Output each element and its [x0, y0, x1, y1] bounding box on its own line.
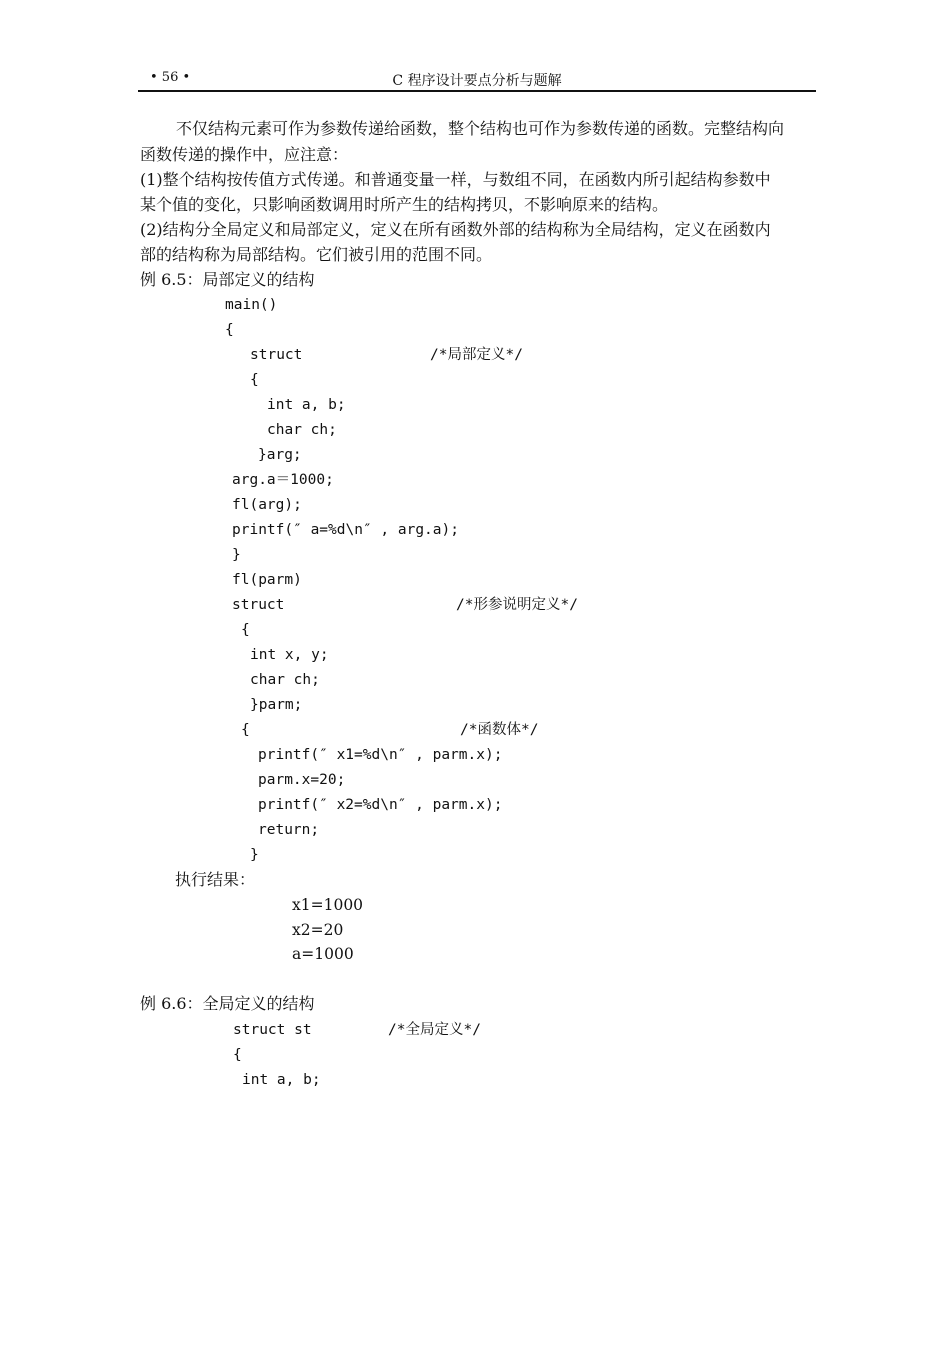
code-line: char ch; — [267, 422, 337, 438]
code-line: { — [241, 622, 250, 638]
code-comment: /*局部定义*/ — [430, 347, 523, 363]
code-line: printf(″ x1=%d\n″ , parm.x); — [258, 747, 503, 763]
example-6-6-title: 例 6.6：全局定义的结构 — [140, 994, 315, 1013]
book-title: C 程序设计要点分析与题解 — [392, 73, 562, 89]
page-header — [138, 68, 816, 92]
code-line: fl(arg); — [232, 497, 302, 513]
code-line: parm.x=20; — [258, 772, 346, 788]
result-line: x1=1000 — [292, 896, 364, 914]
code-line: int a, b; — [267, 397, 346, 413]
code-line: { — [225, 322, 234, 338]
code-line: }parm; — [250, 697, 303, 713]
paragraph-line: 某个值的变化，只影响函数调用时所产生的结构拷贝，不影响原来的结构。 — [140, 195, 669, 214]
paragraph-line: 部的结构称为局部结构。它们被引用的范围不同。 — [140, 245, 493, 264]
example-6-5-title: 例 6.5：局部定义的结构 — [140, 270, 315, 289]
code-comment: /*函数体*/ — [460, 722, 539, 738]
code-line: int x, y; — [250, 647, 329, 663]
code-line: char ch; — [250, 672, 320, 688]
code-line: }arg; — [258, 447, 302, 463]
code-line: { — [250, 372, 259, 388]
code-line: struct st — [233, 1022, 312, 1038]
code-line: struct — [250, 347, 303, 363]
code-line: printf(″ x2=%d\n″ , parm.x); — [258, 797, 503, 813]
code-line: return; — [258, 822, 320, 838]
code-line: printf(″ a=%d\n″ , arg.a); — [232, 522, 459, 538]
result-line: x2=20 — [292, 921, 344, 939]
paragraph-line: (2)结构分全局定义和局部定义，定义在所有函数外部的结构称为全局结构，定义在函数内 — [140, 220, 771, 239]
code-line: { — [241, 722, 250, 738]
code-line: } — [232, 547, 241, 563]
code-line: fl(parm) — [232, 572, 302, 588]
page-number: • 56 • — [150, 70, 191, 85]
result-line: a=1000 — [292, 945, 354, 963]
code-line: { — [233, 1047, 242, 1063]
code-comment: /*全局定义*/ — [388, 1022, 481, 1038]
code-line: int a, b; — [242, 1072, 321, 1088]
paragraph-line: 函数传递的操作中，应注意： — [140, 145, 349, 164]
code-line: struct — [232, 597, 285, 613]
paragraph-line: (1)整个结构按传值方式传递。和普通变量一样，与数组不同，在函数内所引起结构参数中 — [140, 170, 771, 189]
result-label: 执行结果： — [175, 870, 256, 889]
code-comment: /*形参说明定义*/ — [456, 597, 578, 613]
paragraph-line: 不仅结构元素可作为参数传递给函数，整个结构也可作为参数传递的函数。完整结构向 — [176, 119, 785, 138]
code-line: } — [250, 847, 259, 863]
code-line: arg.a＝1000; — [232, 472, 334, 488]
code-line: main() — [225, 297, 278, 313]
